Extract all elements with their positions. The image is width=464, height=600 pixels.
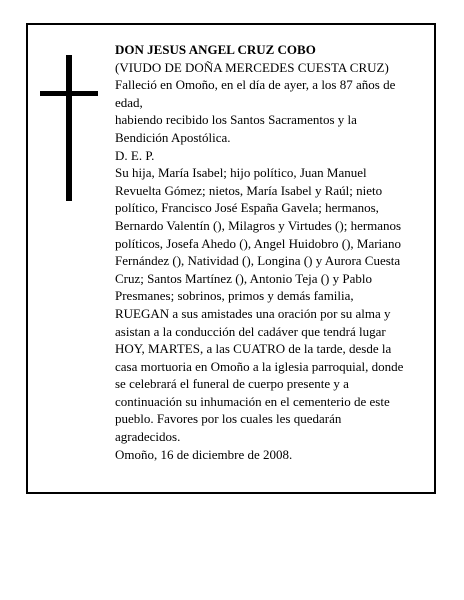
notice-line: políticos, Josefa Ahedo (), Angel Huidobro (), Mariano (115, 235, 401, 251)
notice-line: Presmanes; sobrinos, primos y demás familia, (115, 288, 354, 304)
notice-line: RUEGAN a sus amistades una oración por su alma y (115, 305, 391, 321)
notice-line: Fernández (), Natividad (), Longina () y Aurora Cuesta (115, 253, 401, 269)
cross-vertical-bar (66, 55, 72, 201)
notice-line: Revuelta Gómez; nietos, María Isabel y Raúl; nieto (115, 182, 383, 198)
notice-line: se celebrará el funeral de cuerpo presente y a (115, 376, 349, 392)
notice-text (115, 41, 415, 463)
obituary-notice (26, 23, 436, 494)
notice-line: Bernardo Valentín (), Milagros y Virtudes (); hermanos (115, 217, 402, 233)
notice-line: casa mortuoria en Omoño a la iglesia parroquial, donde (115, 358, 404, 374)
notice-line: Su hija, María Isabel; hijo político, Juan Manuel (115, 165, 367, 181)
notice-line: Cruz; Santos Martínez (), Antonio Teja () y Pablo (115, 270, 372, 286)
cross-icon (40, 55, 98, 201)
notice-line: Bendición Apostólica. (115, 129, 231, 145)
notice-line: (VIUDO DE DOÑA MERCEDES CUESTA CRUZ) (115, 59, 389, 75)
notice-date: Omoño, 16 de diciembre de 2008. (115, 446, 293, 462)
cross-horizontal-bar (40, 91, 98, 96)
notice-line: habiendo recibido los Santos Sacramentos y la (115, 112, 357, 128)
notice-line: pueblo. Favores por los cuales les quedarán (115, 411, 342, 427)
notice-line: asistan a la conducción del cadáver que tendrá lugar (115, 323, 386, 339)
notice-line: edad, (115, 94, 143, 110)
notice-line: D. E. P. (115, 147, 155, 163)
notice-line: agradecidos. (115, 429, 181, 445)
notice-line: político, Francisco José España Gavela; hermanos, (115, 200, 379, 216)
notice-line: continuación su inhumación en el cementerio de este (115, 393, 390, 409)
notice-line: Falleció en Omoño, en el día de ayer, a los 87 años de (115, 77, 396, 93)
deceased-name: DON JESUS ANGEL CRUZ COBO (115, 42, 316, 57)
notice-line: HOY, MARTES, a las CUATRO de la tarde, desde la (115, 341, 392, 357)
